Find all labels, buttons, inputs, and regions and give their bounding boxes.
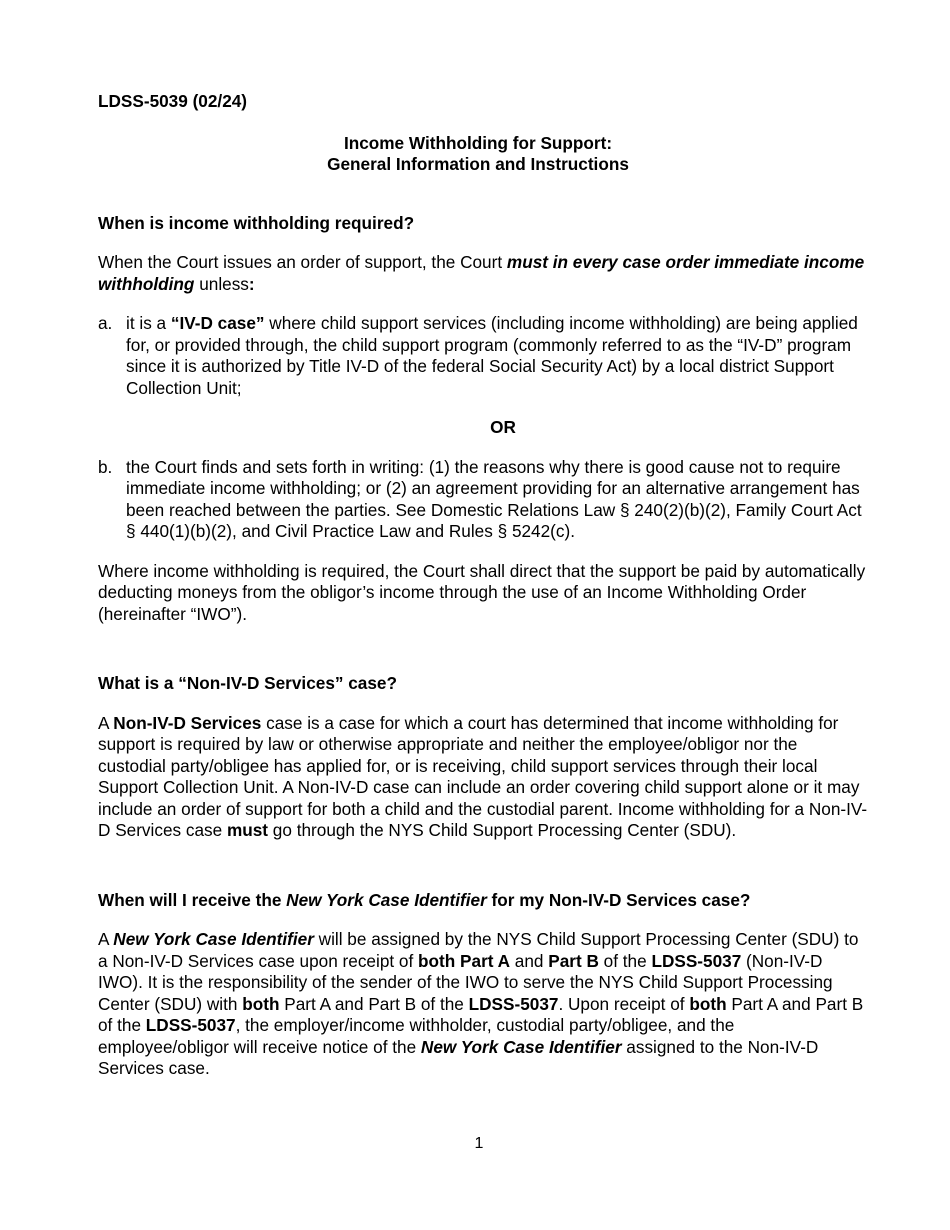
list-marker: b. [98,456,113,477]
list-item-a [98,313,868,399]
withholding-intro-paragraph: When the Court issues an order of support, the Court must in every case order immediate income withholding unless: [98,252,865,294]
page-number: 1 [474,1135,484,1152]
case-identifier-paragraph: A New York Case Identifier will be assigned by the NYS Child Support Processing Center (SDU) to a Non-IV-D Services case upon receipt of both Part A and Part B of the LDSS-5037 (Non-IV-D IWO). It is the responsibility of the sender of the IWO to serve the NYS Child Support Processing Center (SDU) with both Part A and Part B of the LDSS-5037. Upon receipt of both Part A and Part B of the LDSS-5037, the employer/income withholder, custodial party/obligee, and the employee/obligor will receive notice of the New York Case Identifier assigned to the Non-IV-D Services case. [98,929,864,1078]
non-iv-d-paragraph: A Non-IV-D Services case is a case for which a court has determined that income withholding for support is required by law or otherwise appropriate and neither the employee/obligor nor the custodial party/obligee has applied for, or is receiving, child support services through their local Support Collection Unit. A Non-IV-D case can include an order covering child support alone or it may include an order of support for both a child and the custodial parent. Income withholding for a Non-IV-D Services case must go through the NYS Child Support Processing Center (SDU). [98,712,868,840]
or-label: OR [490,417,516,437]
list-item-text: the Court finds and sets forth in writing: (1) the reasons why there is good cause not to require immediate income withholding; or (2) an agreement providing for an alternative arrangement has been reached between the parties. See Domestic Relations Law § 240(2)(b)(2), Family Court Act § 440(1)(b)(2), and Civil Practice Law and Rules § 5242(c). [126,456,862,541]
document-page [98,91,868,1098]
section-heading-case-identifier: When will I receive the New York Case Identifier for my Non-IV-D Services case? [98,889,751,910]
section-heading-non-iv-d: What is a “Non-IV-D Services” case? [98,673,397,693]
list-marker: a. [98,313,113,333]
title-line-1: Income Withholding for Support: [343,132,613,153]
form-id: LDSS-5039 (02/24) [98,91,248,111]
withholding-closing-paragraph: Where income withholding is required, the Court shall direct that the support be paid by automatically deducting moneys from the obligor’s income through the use of an Income Withholding Order (hereinafter “IWO”). [98,560,866,624]
document-title [98,133,858,176]
title-line-2: General Information and Instructions [327,154,629,174]
list-item-b [98,457,868,543]
section-heading-withholding-required: When is income withholding required? [98,212,415,233]
list-item-text: it is a “IV-D case” where child support services (including income withholding) are being applied for, or provided through, the child support program (commonly referred to as the “IV-D” program since it is authorized by Title IV-D of the federal Social Security Act) by a local district Support Collection Unit; [126,313,858,398]
